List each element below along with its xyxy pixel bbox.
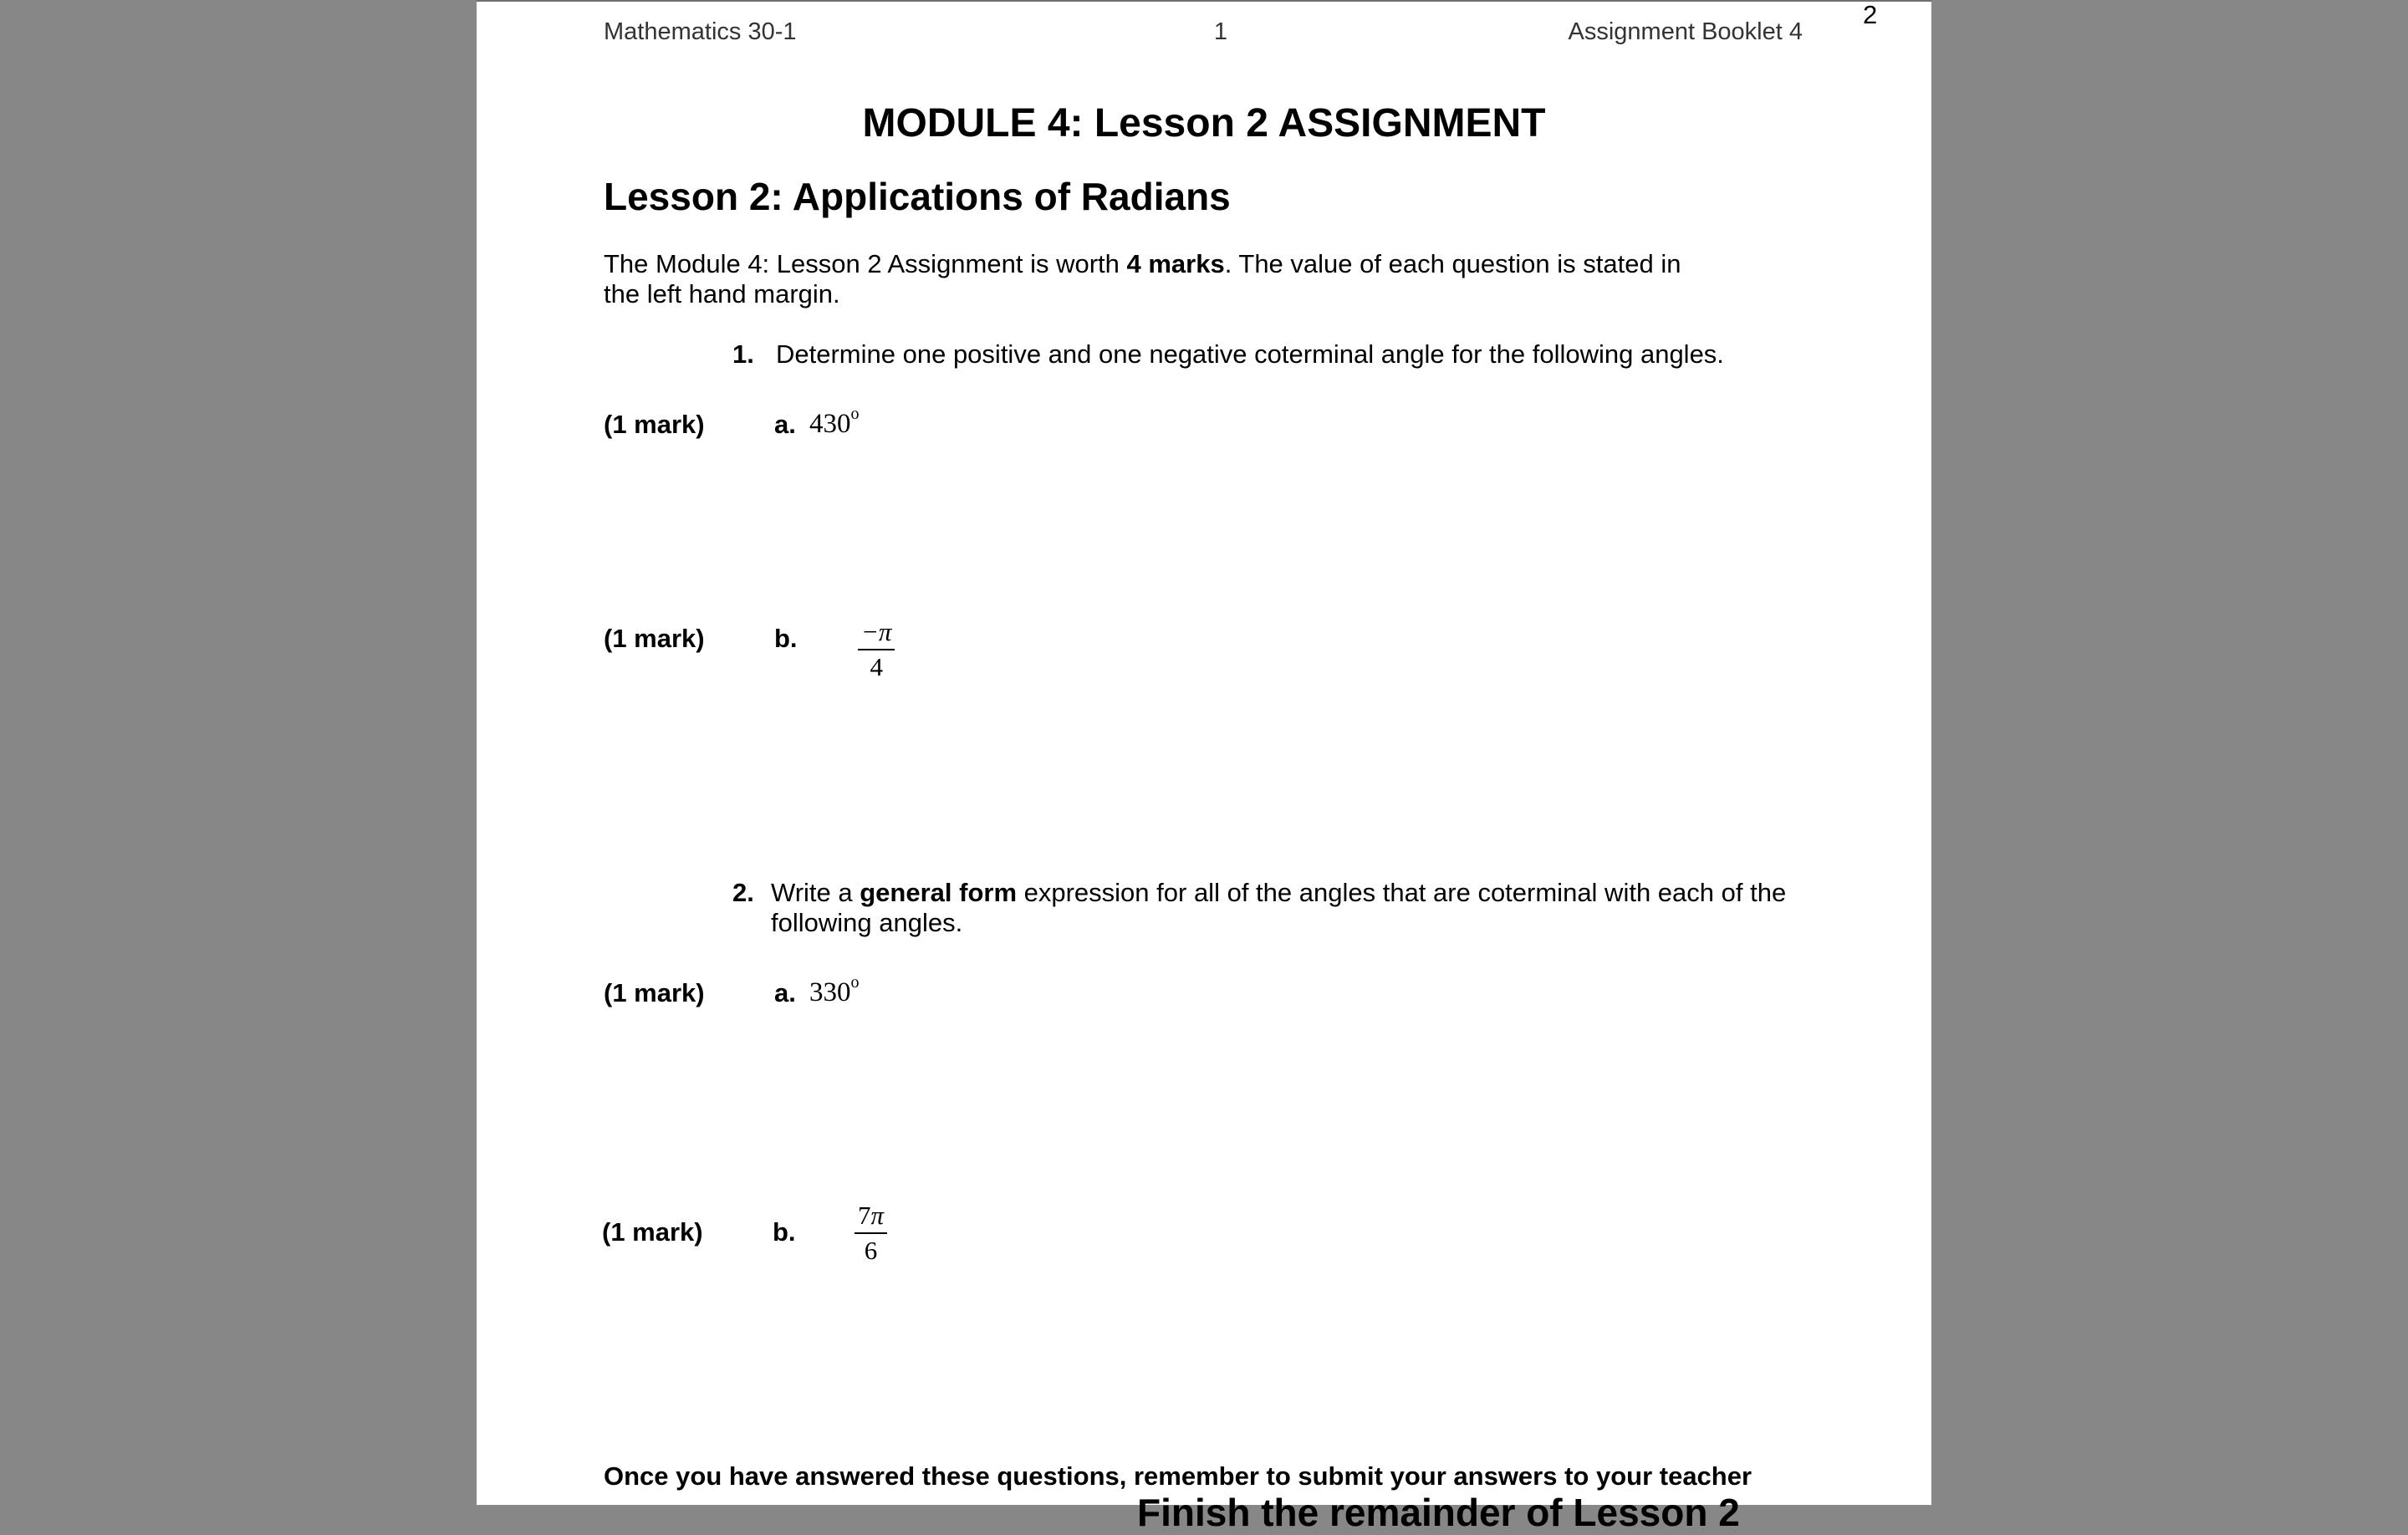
question-2a-angle (809, 973, 860, 1008)
viewer-page-indicator: 2 (1863, 0, 1878, 29)
header-booklet: Assignment Booklet 4 (1568, 18, 1803, 45)
fraction-numerator: −π (861, 617, 892, 646)
question-2a-label: a. (774, 978, 796, 1007)
question-2a-mark: (1 mark) (604, 978, 705, 1007)
numerator-pi: π (870, 1201, 885, 1230)
fraction-numerator (855, 1201, 887, 1232)
question-2b-fraction (855, 1201, 887, 1266)
question-1a-mark: (1 mark) (604, 410, 705, 439)
header-page-number: 1 (1213, 18, 1228, 45)
fraction-denominator: 4 (870, 652, 883, 681)
question-2-text-before: Write a (771, 878, 860, 907)
degree-symbol: o (850, 405, 860, 423)
question-1b-fraction (858, 617, 895, 682)
submit-reminder: Once you have answered these questions, remember to submit your answers to your teacher (604, 1461, 1752, 1491)
question-1b-mark: (1 mark) (604, 624, 705, 653)
next-section-heading: Finish the remainder of Lesson 2 (1137, 1491, 1740, 1534)
intro-paragraph (604, 249, 1691, 309)
question-1a-angle (809, 405, 860, 440)
question-2b-label: b. (773, 1217, 796, 1247)
module-title: MODULE 4: Lesson 2 ASSIGNMENT (862, 101, 1546, 145)
question-1-number: 1. (732, 339, 754, 369)
intro-text-before: The Module 4: Lesson 2 Assignment is worth (604, 249, 1127, 278)
question-2-text-after: expression for all of the angles that are coterminal with each of the following angles. (771, 878, 1787, 937)
page-border (477, 0, 1931, 2)
intro-marks: 4 marks (1126, 249, 1225, 278)
lesson-title: Lesson 2: Applications of Radians (604, 175, 1231, 218)
document-page (477, 0, 1931, 1534)
degree-symbol: o (850, 973, 860, 992)
question-1a-value: 430 (809, 409, 851, 439)
header-course: Mathematics 30-1 (604, 18, 797, 45)
question-1-text: Determine one positive and one negative coterminal angle for the following angles. (776, 339, 1724, 369)
question-1a-label: a. (774, 410, 796, 439)
question-2-number: 2. (732, 878, 754, 907)
intro-text-after: . The value of each question is stated in the left hand margin. (604, 249, 1681, 309)
question-2b-mark: (1 mark) (602, 1217, 703, 1247)
fraction-denominator: 6 (864, 1236, 878, 1265)
question-2a-value: 330 (809, 977, 851, 1007)
numerator-coefficient: 7 (858, 1201, 871, 1230)
question-2-general-form: general form (860, 878, 1018, 907)
question-1b-label: b. (774, 624, 798, 653)
question-2-text (771, 878, 1875, 938)
